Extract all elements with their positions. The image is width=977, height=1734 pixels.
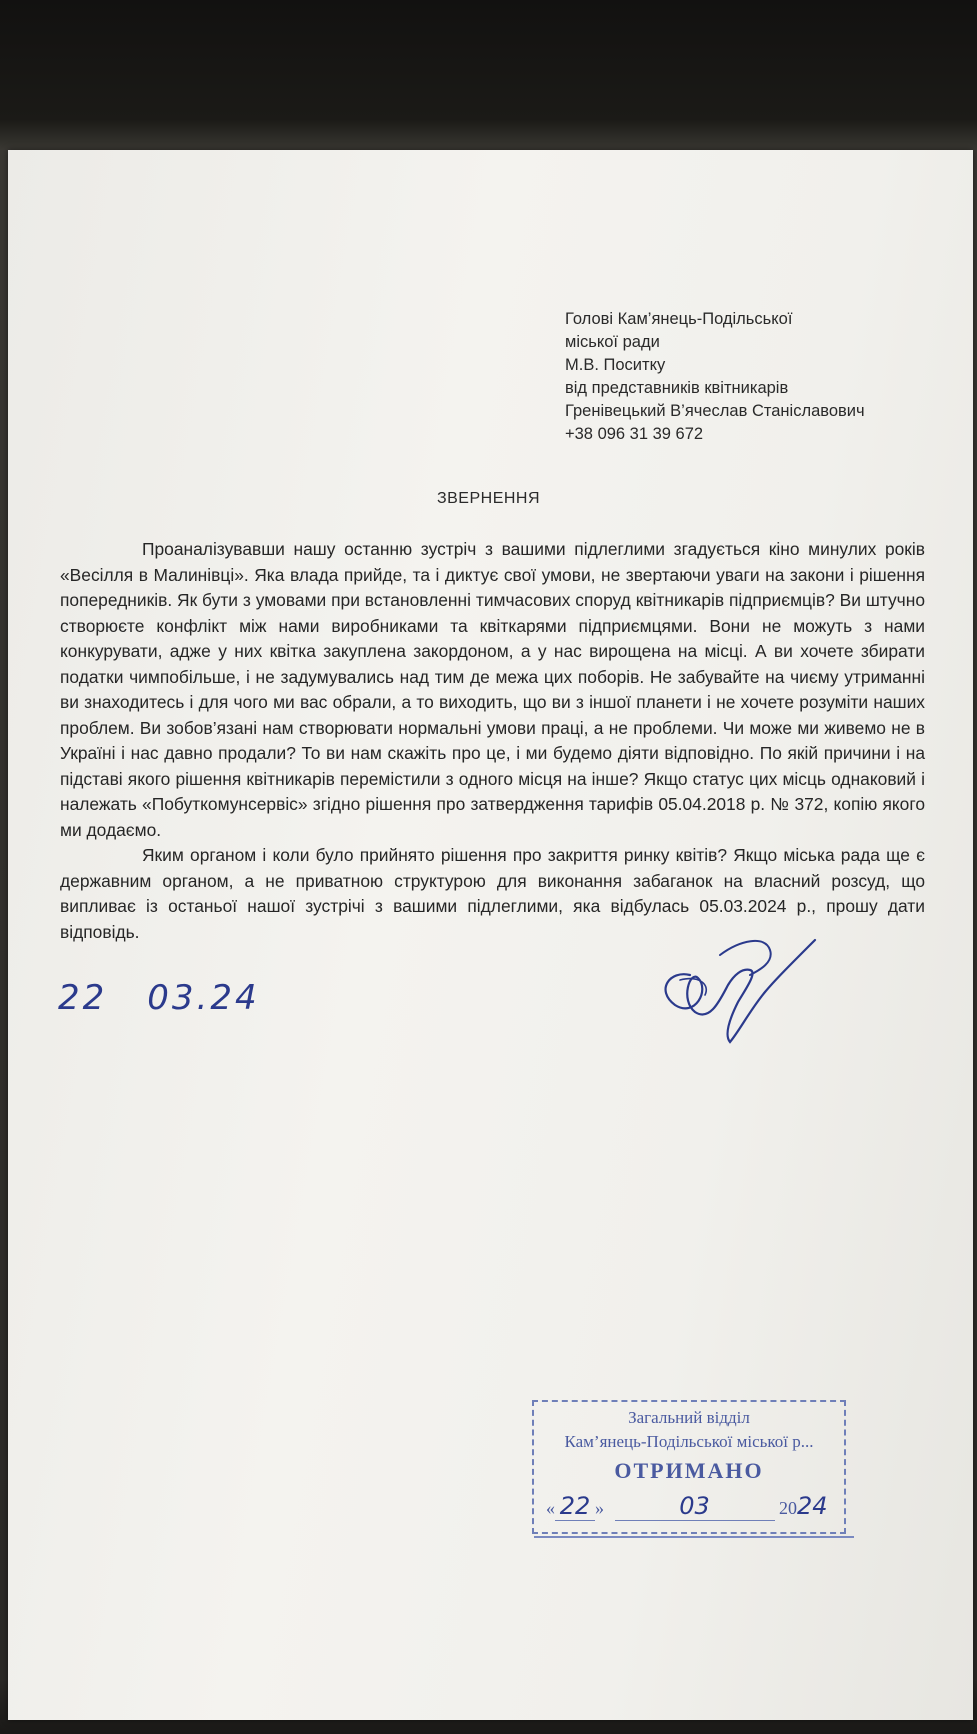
stamp-month: 03 [615, 1492, 775, 1521]
stamp-bottom-line [534, 1536, 854, 1538]
stamp-quote-close: » [595, 1498, 604, 1518]
addressee-line: М.В. Поситку [565, 356, 666, 374]
handwritten-date [58, 978, 260, 1018]
handwritten-day: 22 [58, 978, 108, 1018]
stamp-council: Кам’янець-Подільської міської р... [564, 1432, 814, 1451]
stamp-department: Загальний відділ [628, 1408, 750, 1427]
received-stamp [532, 1400, 846, 1534]
stamp-year-prefix: 20 [779, 1498, 797, 1518]
addressee-line: Гренівецький В’ячеслав Станіславович [565, 402, 865, 420]
stamp-year: 24 [797, 1492, 828, 1520]
handwritten-month-year: 03.24 [147, 978, 260, 1018]
stamp-day: 22 [555, 1492, 595, 1521]
body-paragraph: Проаналізувавши нашу останню зустріч з вашими підлеглими згадується кіно минулих років «Весілля в Малинівці». Яка влада прийде, та і диктує свої умови, не звертаючи уваги на закони і рішення попередників. Як бути з умовами при встановленні тимчасових споруд квітникарів підприємців? Ви штучно створюєте конфлікт між нами виробниками та квіткарями підприємцями. Вони не можуть з нами конкурувати, адже у них квітка закуплена закордоном, а у нас вирощена на місці. А ви хочете збирати податки чимпобільше, і не задумувались над тим де межа цих поборів. Не забувайте на чиєму утриманні ви знаходитесь і для чого ми вас обрали, а то виходить, що ви з іншої планети і не хочете розуміти наших проблем. Ви зобов’язані нам створювати нормальні умови праці, а не проблеми. Чи може ми живемо не в Україні і нас давно продали? То ви нам скажіть про це, і ми будемо діяти відповідно. По якій причини і на підставі якого рішення квітникарів перемістили з одного місця на інше? Якщо статус цих місць однаковий і належать «Побуткомунсервіс» згідно рішення про затвердження тарифів 05.04.2018 р. № 372, копію якого ми додаємо. [60, 539, 925, 840]
document-title: ЗВЕРНЕННЯ [436, 490, 541, 507]
stamp-date-line [546, 1492, 828, 1521]
addressee-line: Голові Кам’янець-Подільської [565, 310, 793, 328]
addressee-block [565, 308, 965, 446]
signature [650, 930, 830, 1055]
stamp-received-label: ОТРИМАНО [614, 1458, 764, 1483]
letter-body [60, 537, 925, 945]
stamp-quote-open: « [546, 1498, 555, 1518]
addressee-line: від представників квітникарів [565, 379, 789, 397]
body-paragraph: Яким органом і коли було прийнято рішення про закриття ринку квітів? Якщо міська рада ще є державним органом, а не приватною структурою для виконання забаганок на власний розсуд, що випливає із останьої нашої зустрічі з вашими підлеглими, яка відбулась 05.03.2024 р., прошу дати відповідь. [60, 845, 925, 942]
addressee-phone: +38 096 31 39 672 [565, 425, 704, 443]
addressee-line: міської ради [565, 333, 660, 351]
